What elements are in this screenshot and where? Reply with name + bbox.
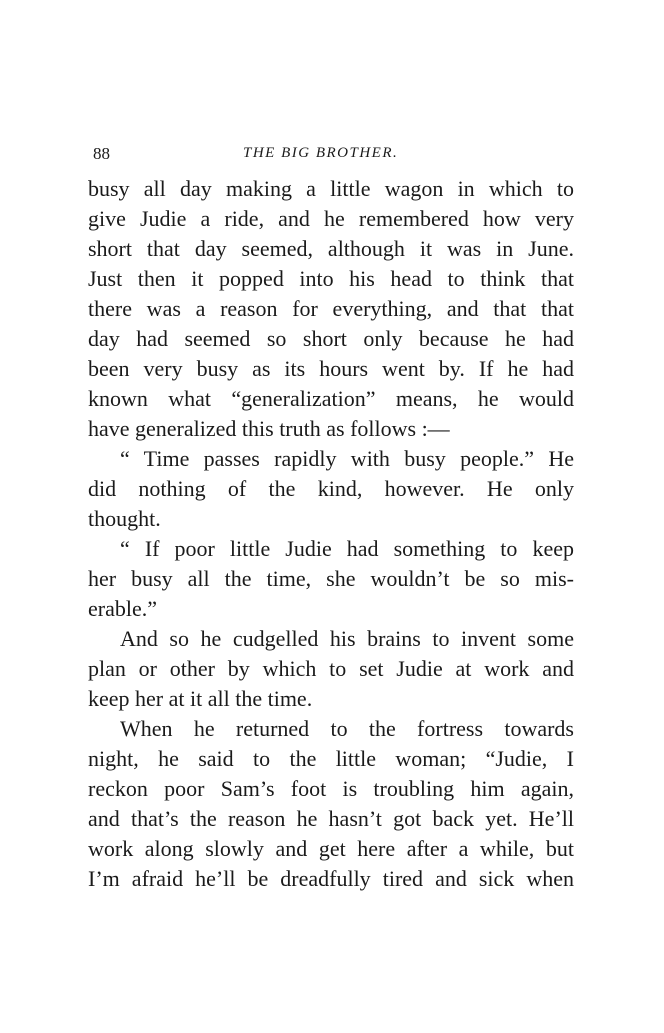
text-line: When he returned to the fortress towards	[120, 716, 574, 741]
body-text	[88, 174, 574, 894]
text-line: her busy all the time, she wouldn’t be so mis-	[88, 566, 574, 591]
text-line: busy all day making a little wagon in which to	[88, 176, 574, 201]
text-line: did nothing of the kind, however. He only	[88, 476, 574, 501]
text-line: I’m afraid he’ll be dreadfully tired and sick when	[88, 866, 574, 891]
text-line: and that’s the reason he hasn’t got back yet. He’ll	[88, 806, 574, 831]
text-line: been very busy as its hours went by. If he had	[88, 356, 574, 381]
text-line: give Judie a ride, and he remembered how very	[88, 206, 574, 231]
text-line: known what “generalization” means, he would	[88, 386, 574, 411]
running-title: THE BIG BROTHER.	[243, 145, 399, 161]
text-line: plan or other by which to set Judie at work and	[88, 656, 574, 681]
page-number: 88	[93, 144, 110, 163]
text-line: erable.”	[88, 596, 157, 621]
text-line: there was a reason for everything, and that that	[88, 296, 574, 321]
text-line: Just then it popped into his head to think that	[88, 266, 574, 291]
text-line: reckon poor Sam’s foot is troubling him again,	[88, 776, 574, 801]
text-line: And so he cudgelled his brains to invent some	[120, 626, 574, 651]
page-header	[93, 144, 573, 168]
text-line: thought.	[88, 506, 161, 531]
text-line: have generalized this truth as follows :—	[88, 416, 450, 441]
text-line: day had seemed so short only because he had	[88, 326, 574, 351]
text-line: “ If poor little Judie had something to keep	[120, 536, 574, 561]
text-line: night, he said to the little woman; “Judie, I	[88, 746, 574, 771]
text-line: “ Time passes rapidly with busy people.” He	[120, 446, 574, 471]
text-line: keep her at it all the time.	[88, 686, 313, 711]
text-line: short that day seemed, although it was in June.	[88, 236, 574, 261]
text-line: work along slowly and get here after a while, but	[88, 836, 574, 861]
